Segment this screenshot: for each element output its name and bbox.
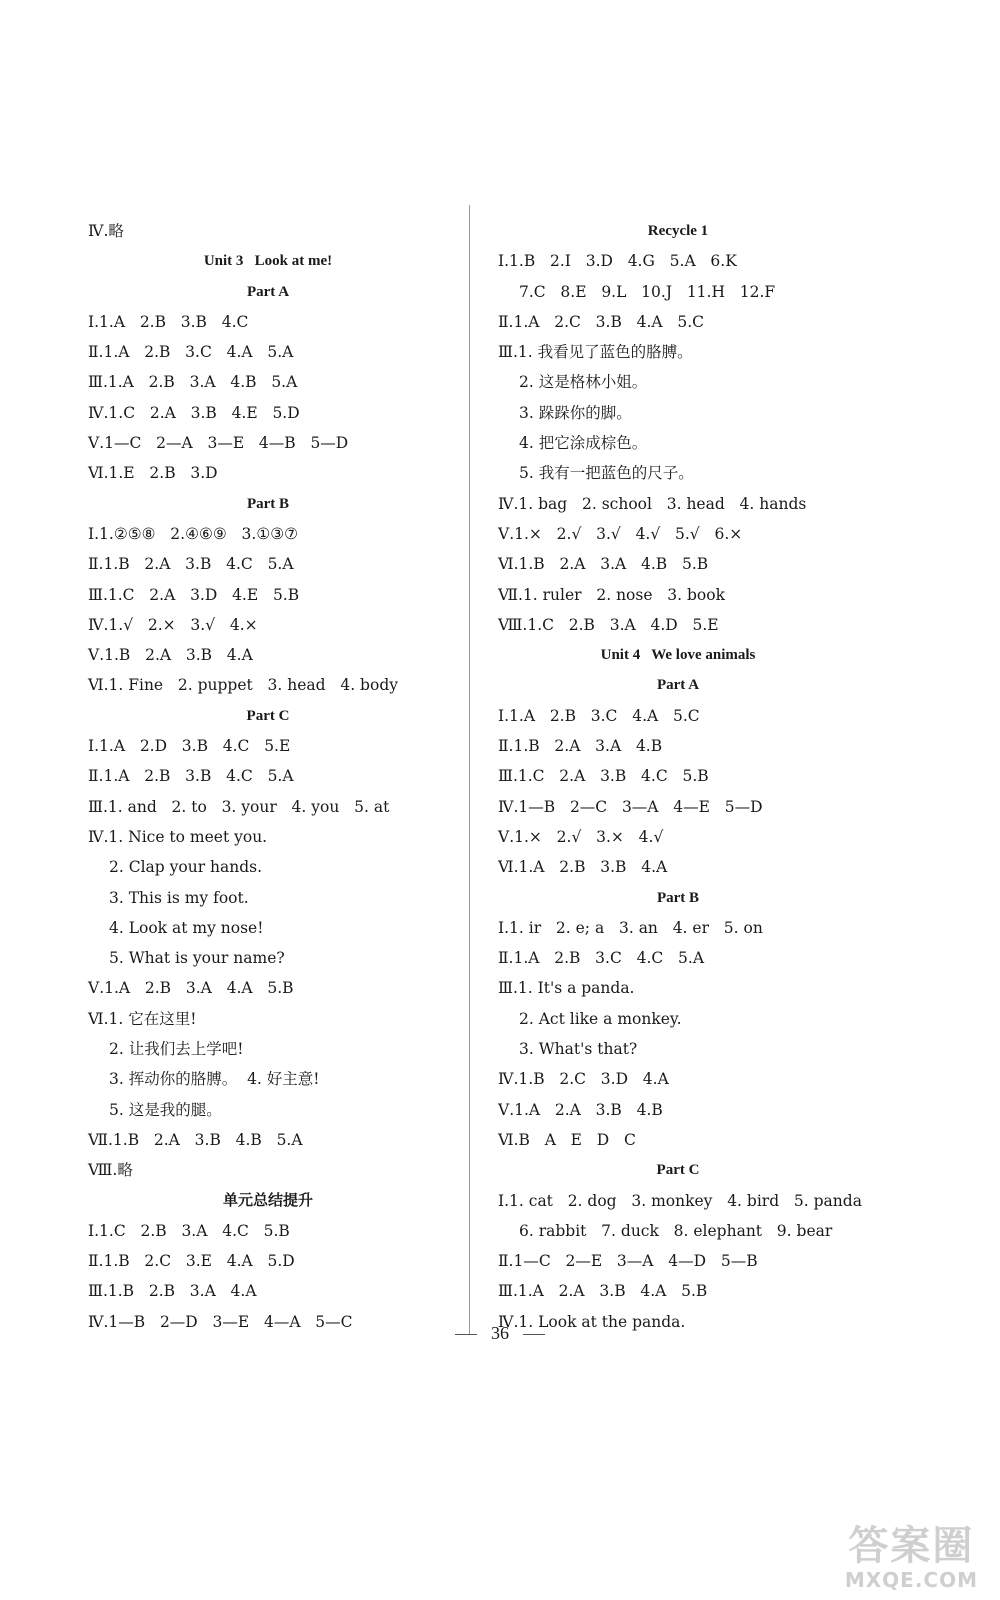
section-heading: Unit 4 We love animals <box>600 647 756 664</box>
answer-line: 6. rabbit 7. duck 8. elephant 9. bear <box>519 1221 833 1240</box>
right-column <box>498 216 862 1337</box>
answer-line: Ⅵ.1.A 2.B 3.B 4.A <box>498 858 668 877</box>
section-heading: Part C <box>656 1162 700 1179</box>
answer-line: Ⅵ.1. Fine 2. puppet 3. head 4. body <box>88 676 398 695</box>
answer-line: Ⅲ.1.A 2.B 3.A 4.B 5.A <box>88 373 298 392</box>
answer-line: Ⅱ.1.B 2.A 3.A 4.B <box>498 737 663 756</box>
answer-line: Ⅴ.1.× 2.√ 3.× 4.√ <box>498 827 664 846</box>
answer-line: Ⅱ.1.B 2.A 3.B 4.C 5.A <box>88 555 294 574</box>
answer-line: Ⅰ.1.②⑤⑧ 2.④⑥⑨ 3.①③⑦ <box>88 524 299 543</box>
answer-line: 5. What is your name? <box>109 949 285 968</box>
answer-line: Ⅳ.1. Look at the panda. <box>498 1312 686 1331</box>
answer-line: 3. What's that? <box>519 1040 638 1059</box>
answer-line: Ⅱ.1.A 2.B 3.B 4.C 5.A <box>88 767 294 786</box>
answer-line: Ⅲ.1.B 2.B 3.A 4.A <box>88 1282 257 1301</box>
answer-line: Ⅰ.1. cat 2. dog 3. monkey 4. bird 5. panda <box>498 1191 862 1210</box>
answer-line: Ⅱ.1.A 2.C 3.B 4.A 5.C <box>498 312 705 331</box>
answer-line: 7.C 8.E 9.L 10.J 11.H 12.F <box>519 282 776 301</box>
answer-line: Ⅳ.1.C 2.A 3.B 4.E 5.D <box>88 403 300 422</box>
answer-line: Ⅳ.略 <box>88 222 124 240</box>
left-column <box>88 216 448 1337</box>
answer-line: Ⅳ.1.B 2.C 3.D 4.A <box>498 1070 669 1089</box>
answer-line: 2. Clap your hands. <box>109 858 263 877</box>
page-number: 36 <box>491 1323 509 1343</box>
section-heading: Part A <box>246 283 290 300</box>
section-heading: Part A <box>656 677 700 694</box>
answer-line: Ⅵ.1.E 2.B 3.D <box>88 464 218 483</box>
answer-line: 2. 让我们去上学吧! <box>109 1040 244 1059</box>
answer-line: Ⅷ.略 <box>88 1161 133 1180</box>
answer-line: Ⅲ.1. and 2. to 3. your 4. you 5. at <box>88 797 390 816</box>
answer-line: 3. This is my foot. <box>109 888 249 907</box>
answer-line: Ⅲ.1. It's a panda. <box>498 979 635 998</box>
watermark-logo <box>845 1524 978 1592</box>
section-heading: Part C <box>246 707 290 724</box>
answer-line: Ⅴ.1—C 2—A 3—E 4—B 5—D <box>88 434 349 453</box>
section-heading: Part B <box>656 889 700 906</box>
answer-line: 5. 我有一把蓝色的尺子。 <box>519 464 694 483</box>
answer-line: Ⅳ.1—B 2—C 3—A 4—E 5—D <box>498 797 763 816</box>
answer-line: 2. Act like a monkey. <box>519 1009 682 1028</box>
answer-line: Ⅴ.1.B 2.A 3.B 4.A <box>88 646 253 665</box>
answer-line: Ⅶ.1.B 2.A 3.B 4.B 5.A <box>88 1130 303 1149</box>
answer-line: Ⅴ.1.× 2.√ 3.√ 4.√ 5.√ 6.× <box>498 524 743 543</box>
answer-line: Ⅲ.1.C 2.A 3.D 4.E 5.B <box>88 585 300 604</box>
answer-line: Ⅵ.1. 它在这里! <box>88 1009 197 1028</box>
answer-line: Ⅳ.1.√ 2.× 3.√ 4.× <box>88 615 258 634</box>
section-heading: Part B <box>246 495 290 512</box>
answer-line: Ⅰ.1. ir 2. e; a 3. an 4. er 5. on <box>498 918 763 937</box>
column-divider <box>469 205 470 1335</box>
section-heading: 单元总结提升 <box>222 1192 313 1209</box>
section-heading: Unit 3 Look at me! <box>203 253 333 270</box>
answer-line: Ⅶ.1. ruler 2. nose 3. book <box>498 585 725 604</box>
answer-line: 5. 这是我的腿。 <box>109 1100 222 1119</box>
answer-line: 2. 这是格林小姐。 <box>519 373 648 392</box>
answer-line: Ⅲ.1.A 2.A 3.B 4.A 5.B <box>498 1282 708 1301</box>
answer-line: Ⅰ.1.A 2.D 3.B 4.C 5.E <box>88 737 291 756</box>
answer-line: Ⅱ.1—C 2—E 3—A 4—D 5—B <box>498 1252 758 1271</box>
answer-line: Ⅰ.1.C 2.B 3.A 4.C 5.B <box>88 1221 290 1240</box>
answer-line: 3. 挥动你的胳膊。 4. 好主意! <box>109 1070 320 1089</box>
footer-dash-right <box>523 1334 545 1335</box>
answer-line: Ⅳ.1—B 2—D 3—E 4—A 5—C <box>88 1312 353 1331</box>
answer-line: Ⅱ.1.B 2.C 3.E 4.A 5.D <box>88 1252 295 1271</box>
answer-line: Ⅲ.1. 我看见了蓝色的胳膊。 <box>498 343 693 362</box>
answer-line: 4. Look at my nose! <box>109 918 264 937</box>
section-heading: Recycle 1 <box>647 223 709 239</box>
answer-line: Ⅰ.1.B 2.I 3.D 4.G 5.A 6.K <box>498 252 737 271</box>
answer-line: Ⅳ.1. Nice to meet you. <box>88 827 268 846</box>
answer-line: 3. 跺跺你的脚。 <box>519 403 632 422</box>
answer-line: Ⅰ.1.A 2.B 3.B 4.C <box>88 312 249 331</box>
answer-line: Ⅰ.1.A 2.B 3.C 4.A 5.C <box>498 706 700 725</box>
answer-line: Ⅱ.1.A 2.B 3.C 4.A 5.A <box>88 343 294 362</box>
answer-line: Ⅷ.1.C 2.B 3.A 4.D 5.E <box>498 615 719 634</box>
watermark-top: 答案圈 <box>848 1523 975 1569</box>
answer-line: Ⅵ.1.B 2.A 3.A 4.B 5.B <box>498 555 709 574</box>
answer-line: Ⅱ.1.A 2.B 3.C 4.C 5.A <box>498 949 705 968</box>
answer-line: Ⅲ.1.C 2.A 3.B 4.C 5.B <box>498 767 709 786</box>
answer-line: Ⅵ.B A E D C <box>498 1130 636 1149</box>
page-footer <box>0 1323 1000 1344</box>
answer-line: Ⅳ.1. bag 2. school 3. head 4. hands <box>498 494 807 513</box>
watermark-bottom: MXQE.COM <box>844 1568 978 1592</box>
answer-line: Ⅴ.1.A 2.A 3.B 4.B <box>498 1100 663 1119</box>
footer-dash-left <box>455 1334 477 1335</box>
answer-line: Ⅴ.1.A 2.B 3.A 4.A 5.B <box>88 979 294 998</box>
answer-line: 4. 把它涂成棕色。 <box>519 434 648 453</box>
